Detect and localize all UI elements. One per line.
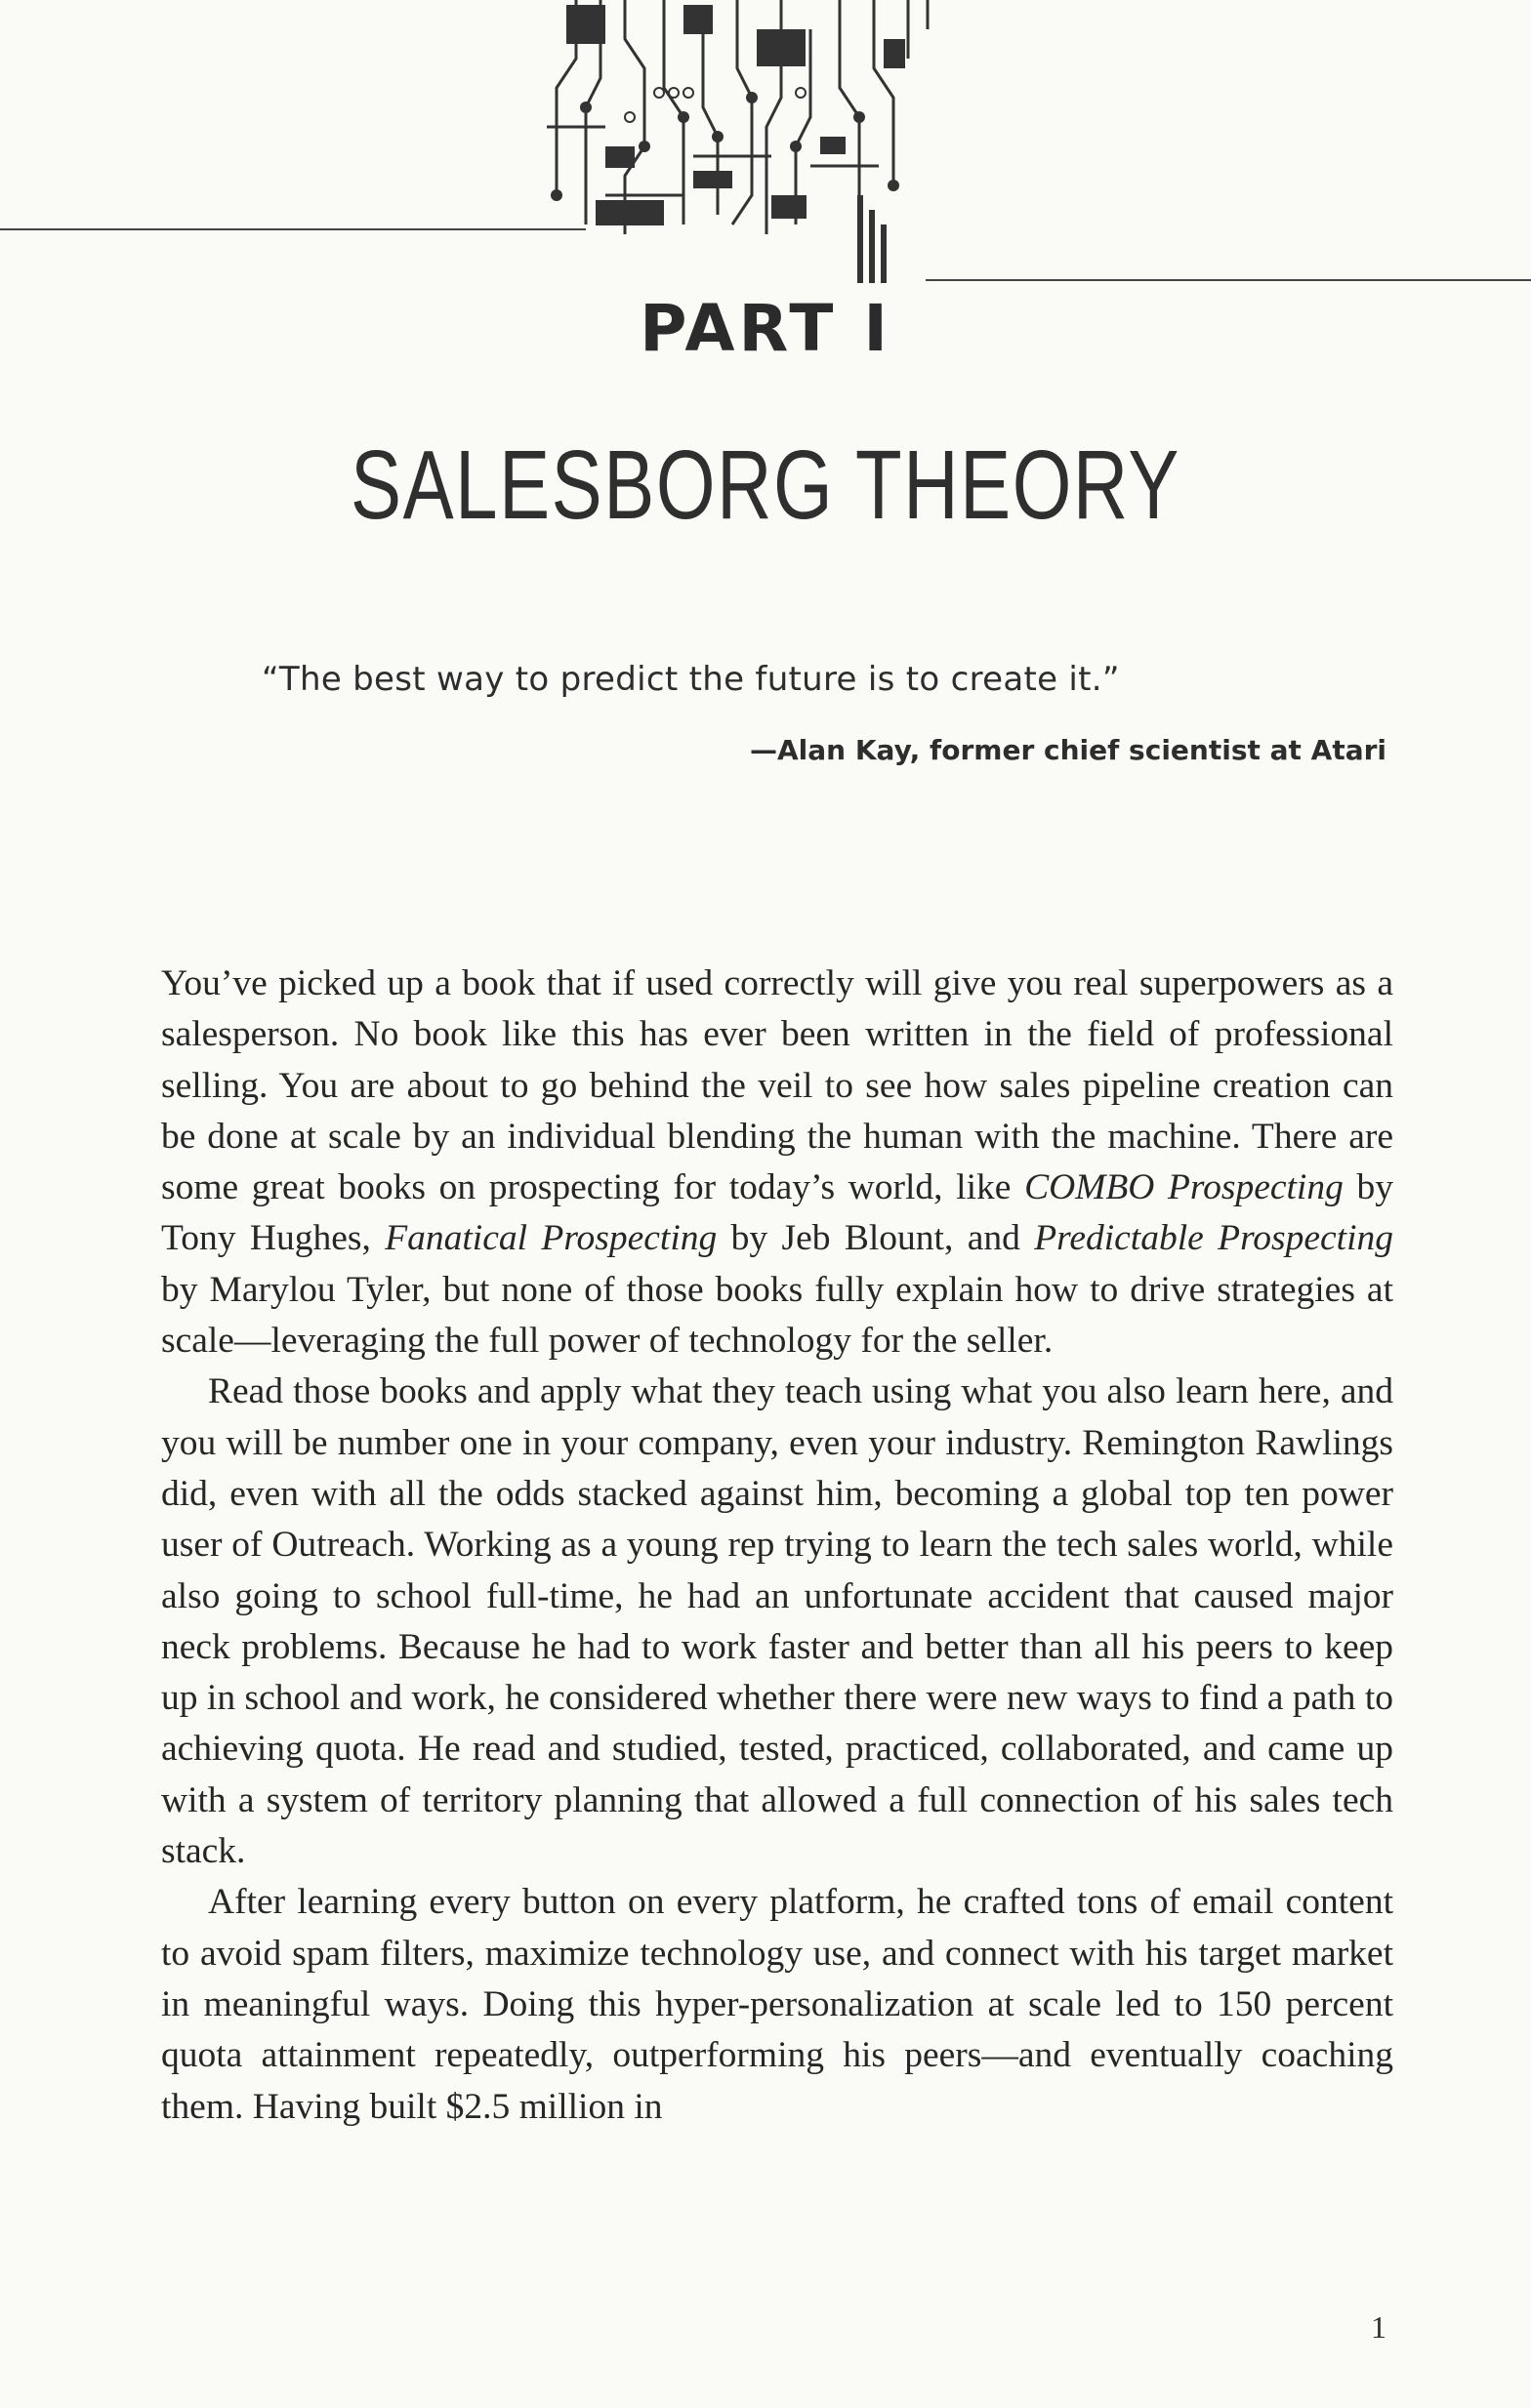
book-title-combo-prospecting: COMBO Prospecting bbox=[1024, 1167, 1344, 1208]
circuit-board-illustration bbox=[547, 0, 947, 283]
body-text bbox=[161, 959, 1393, 2133]
header-rule-right bbox=[926, 279, 1531, 281]
paragraph-1-text-e: by Jeb Blount, and bbox=[717, 1218, 1035, 1259]
epigraph-attribution: —Alan Kay, former chief scientist at Atari bbox=[750, 734, 1386, 766]
book-title-fanatical-prospecting: Fanatical Prospecting bbox=[385, 1218, 718, 1259]
paragraph-1-text-a: You’ve picked up a book that if used correctly will give you real superpowers as a salesperson. No book like this has ever been written in the field of professional selling. You are about to go behind the veil to see how sales pipeline creation can be done at scale by an individual blending the human with the machine. There are some great books on prospecting for today’s world, like bbox=[161, 963, 1393, 1208]
epigraph-quote: “The best way to predict the future is to create it.” bbox=[262, 660, 1120, 699]
part-title: SALESBORG THEORY bbox=[350, 430, 1181, 540]
paragraph-1 bbox=[161, 959, 1393, 1367]
paragraph-3: After learning every button on every platform, he crafted tons of email content to avoid spam filters, maximize technology use, and connect with his target market in meaningful ways. Doing this hyper-personalization at scale led to 150 percent quota attainment repeatedly, outperforming his peers—and eventually coaching them. Having built $2.5 million in bbox=[161, 1882, 1393, 2127]
page-number: 1 bbox=[1371, 2309, 1386, 2345]
part-label: PART I bbox=[640, 291, 891, 366]
paragraph-1-text-c: by Tony Hughes, bbox=[161, 1167, 1393, 1259]
paragraph-2: Read those books and apply what they teach using what you also learn here, and you will be number one in your company, even your industry. Remington Rawlings did, even with all the odds stacked against him, becoming a global top ten power user of Outreach. Working as a young rep trying to learn the tech sales world, while also going to school full-time, he had an unfortunate accident that caused major neck problems. Because he had to work faster and better than all his peers to keep up in school and work, he considered whether there were new ways to find a path to achieving quota. He read and studied, tested, practiced, collaborated, and came up with a system of territory planning that allowed a full connection of his sales tech stack. bbox=[161, 1371, 1393, 1872]
paragraph-1-text-g: by Marylou Tyler, but none of those books fully explain how to drive strategies at scale—leveraging the full power of technology for the seller. bbox=[161, 1269, 1393, 1362]
book-title-predictable-prospecting: Predictable Prospecting bbox=[1034, 1218, 1393, 1259]
header-rule-left bbox=[0, 228, 586, 230]
